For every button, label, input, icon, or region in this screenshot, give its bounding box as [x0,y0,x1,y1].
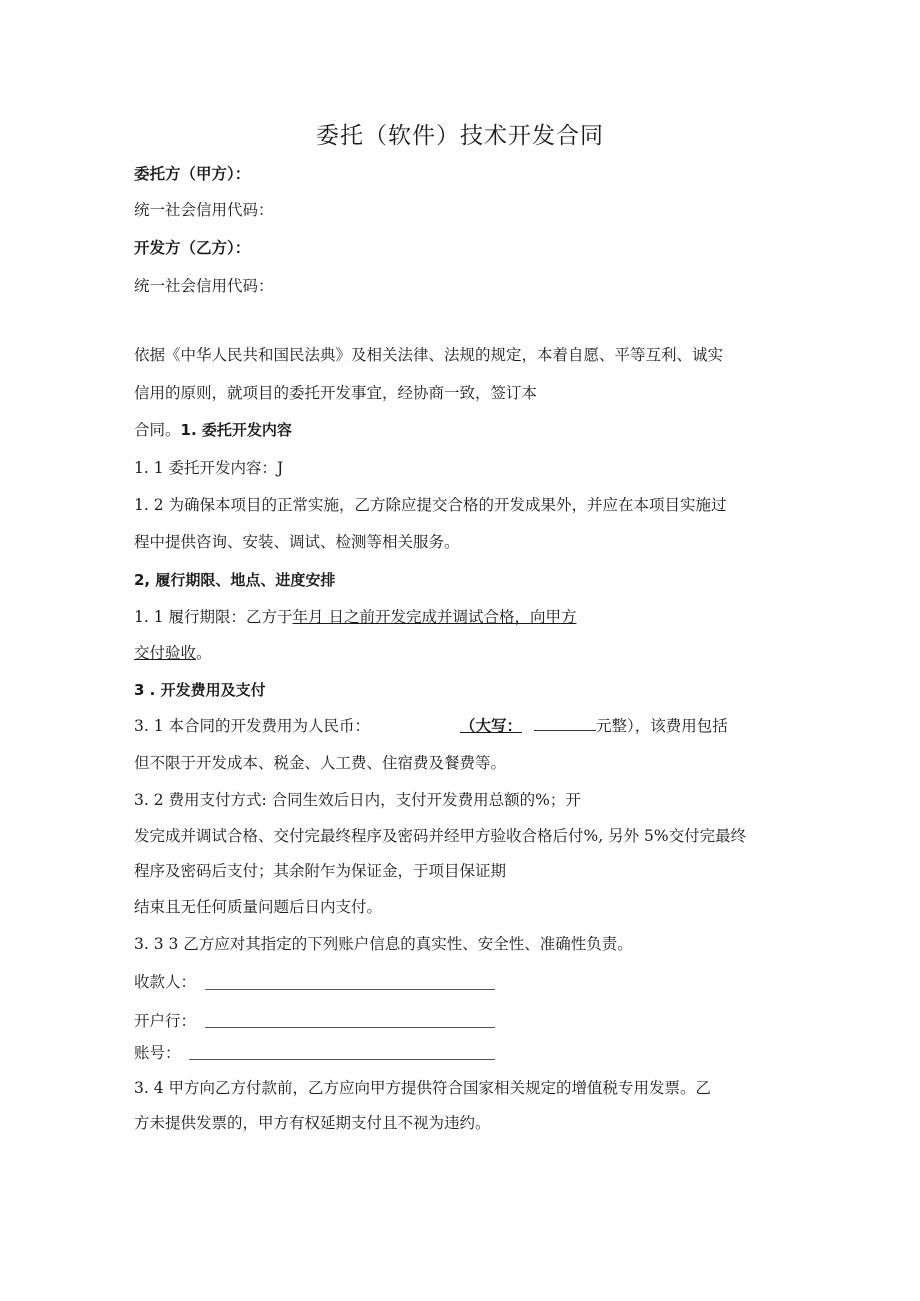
intro-line-3 [134,420,292,440]
bank-field-line [205,1027,495,1028]
intro-line-1: 依据《中华人民共和国民法典》及相关法律、法规的规定，本着自愿、平等互利、诚实 [134,346,724,364]
amount-daxie-blank [534,716,596,731]
clause-2-acceptance-underlined: 交付验收 [134,644,197,662]
clause-3-2-line-3: 程序及密码后支付；其余附乍为保证金，于项目保证期 [134,862,507,880]
party-b-label: 开发方（乙方）： [134,239,251,257]
clause-3-2-line-2: 发完成并调试合格、交付完最终程序及密码并经甲方验收合格后付%, 另外 5%交付完最终 [134,827,747,845]
payee-field-line [205,989,495,990]
party-a-credit-code-label: 统一社会信用代码： [134,201,274,219]
account-label: 账号： [134,1044,181,1062]
intro-line-3-prefix: 合同。 [134,421,181,439]
clause-3-1-line-1 [134,716,728,736]
clause-2-term-prefix: 1. 1 履行期限：乙方于 [134,608,293,626]
document-title: 委托（软件）技术开发合同 [316,123,604,149]
clause-2-term-line-2 [134,643,212,663]
clause-3-4-line-2: 方未提供发票的，甲方有权延期支付且不视为违约。 [134,1114,491,1132]
clause-1-2-line-1: 1. 2 为确保本项目的正常实施，乙方除应提交合格的开发成果外，并应在本项目实施过 [134,496,727,514]
clause-1-2-line-2: 程中提供咨询、安装、调试、检测等相关服务。 [134,533,460,551]
clause-1-1: 1. 1 委托开发内容：J [134,459,284,477]
account-field-line [189,1059,495,1060]
clause-3-1-suffix: 元整），该费用包括 [596,717,728,735]
section-3-heading: 3 . 开发费用及支付 [134,681,266,699]
party-b-credit-code-label: 统一社会信用代码： [134,277,274,295]
clause-3-2-line-1: 3. 2 费用支付方式: 合同生效后日内，支付开发费用总额的%；开 [134,791,581,809]
section-1-heading: 1. 委托开发内容 [180,421,292,439]
bank-label: 开户行： [134,1012,197,1030]
clause-2-term-end: 。 [196,644,212,662]
party-a-label: 委托方（甲方）： [134,165,251,183]
clause-3-4-line-1: 3. 4 甲方向乙方付款前，乙方应向甲方提供符合国家相关规定的增值税专用发票。乙 [134,1079,712,1097]
clause-2-term-line-1 [134,607,576,627]
clause-3-1-line-2: 但不限于开发成本、税金、人工费、住宿费及餐费等。 [134,754,507,772]
intro-line-2: 信用的原则，就项目的委托开发事宜，经协商一致，签订本 [134,384,538,402]
amount-daxie-label: （大写： [460,717,523,735]
section-2-heading: 2, 履行期限、地点、进度安排 [134,571,336,589]
payee-label: 收款人： [134,973,197,991]
clause-3-3: 3. 3 3 乙方应对其指定的下列账户信息的真实性、安全性、准确性负责。 [134,935,633,953]
clause-3-1-prefix: 3. 1 本合同的开发费用为人民币： [134,717,371,735]
clause-2-term-underlined: 年月 日之前开发完成并调试合格，向甲方 [292,608,577,626]
clause-3-2-line-4: 结束且无任何质量问题后日内支付。 [134,898,383,916]
